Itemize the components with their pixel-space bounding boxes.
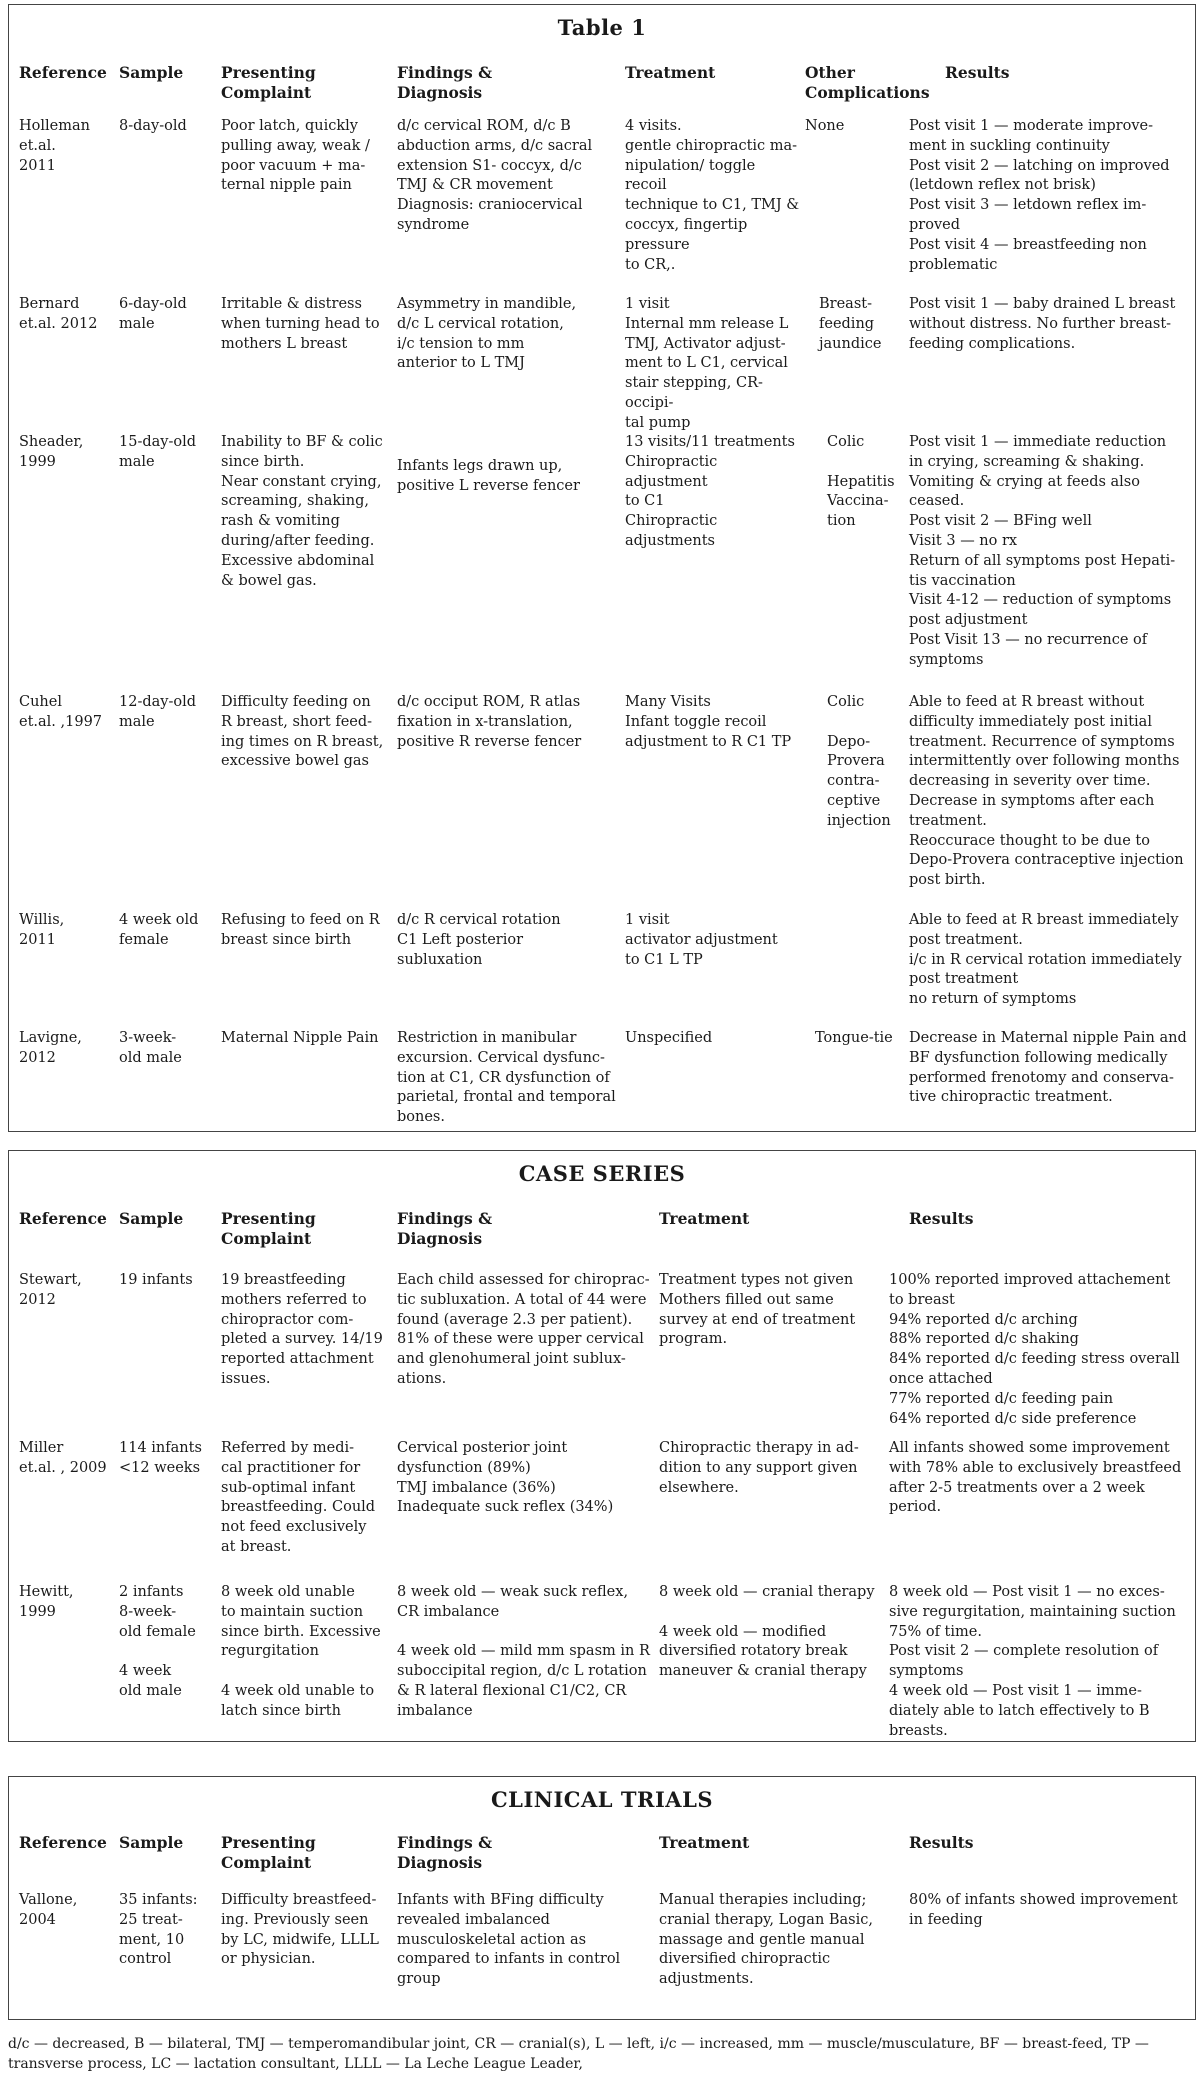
table-row-vallone-reference: Vallone, 2004 <box>19 1892 78 1928</box>
cs-header-reference: Reference <box>19 1209 107 1228</box>
table-1-box <box>8 4 1196 1132</box>
header-reference: Reference <box>19 63 107 82</box>
header-other-complications: Other Complications <box>805 63 930 102</box>
table-row-cuhel-results: Able to feed at R breast without difficulty immediately post initial treatment. Recurrence of symptoms intermittently over following months decreasing in severity over time. Decrease in symptoms after each treatment. Reoccurace thought to be due to Depo-Provera contraceptive injection post birth. <box>909 694 1184 889</box>
table-row-willis-sample: 4 week old female <box>119 912 199 948</box>
table-row-cuhel-sample: 12-day-old male <box>119 694 197 730</box>
table-row-hewitt-complaint: 8 week old unable to maintain suction since birth. Excessive regurgitation 4 week old unable to latch since birth <box>221 1584 381 1719</box>
table-row-cuhel-other: Colic Depo- Provera contra- ceptive injection <box>827 694 891 829</box>
ct-header-treatment: Treatment <box>659 1833 750 1852</box>
table-row-sheader-reference: Sheader, 1999 <box>19 434 84 470</box>
cs-header-presenting-complaint: Presenting Complaint <box>221 1209 316 1248</box>
table-row-vallone-findings: Infants with BFing difficulty revealed imbalanced musculoskeletal action as compared to infants in control group <box>397 1892 621 1988</box>
ct-header-reference: Reference <box>19 1833 107 1852</box>
table-row-holleman-results: Post visit 1 — moderate improve- ment in suckling continuity Post visit 2 — latching on improved (letdown reflex not brisk) Post visit 3 — letdown reflex im- proved Post visit 4 — breastfeeding non problematic <box>909 118 1170 273</box>
ct-header-sample: Sample <box>119 1833 184 1852</box>
table-row-willis-treatment: 1 visit activator adjustment to C1 L TP <box>625 912 778 968</box>
table-row-miller-sample: 114 infants <12 weeks <box>119 1440 202 1476</box>
table-row-stewart-findings: Each child assessed for chiroprac- tic subluxation. A total of 44 were found (average 2.3 per patient). 81% of these were upper cervical and glenohumeral joint sublux- ations. <box>397 1272 650 1387</box>
table-row-cuhel-complaint: Difficulty feeding on R breast, short feed- ing times on R breast, excessive bowel gas <box>221 694 384 770</box>
table-row-miller-reference: Miller et.al. , 2009 <box>19 1440 107 1476</box>
table-row-bernard-reference: Bernard et.al. 2012 <box>19 296 98 332</box>
table-row-holleman-treatment: 4 visits. gentle chiropractic ma- nipulation/ toggle recoil technique to C1, TMJ & coccyx, fingertip pressure to CR,. <box>625 118 800 273</box>
clinical-trials-box <box>8 1776 1196 2020</box>
table-row-willis-findings: d/c R cervical rotation C1 Left posterior subluxation <box>397 912 561 968</box>
table-row-lavigne-sample: 3-week- old male <box>119 1030 182 1066</box>
table-row-vallone-sample: 35 infants: 25 treat- ment, 10 control <box>119 1892 198 1968</box>
header-results: Results <box>945 63 1010 82</box>
cs-header-findings-diagnosis: Findings & Diagnosis <box>397 1209 493 1248</box>
table-row-holleman-complaint: Poor latch, quickly pulling away, weak / poor vacuum + ma- ternal nipple pain <box>221 118 370 194</box>
table-row-miller-treatment: Chiropractic therapy in ad- dition to any support given elsewhere. <box>659 1440 859 1496</box>
table-row-stewart-reference: Stewart, 2012 <box>19 1272 82 1308</box>
table-row-miller-complaint: Referred by medi- cal practitioner for sub-optimal infant breastfeeding. Could not feed exclusively at breast. <box>221 1440 376 1555</box>
table-row-lavigne-results: Decrease in Maternal nipple Pain and BF dysfunction following medically performed frenotomy and conserva- tive chiropractic treatment. <box>909 1030 1187 1106</box>
table-row-vallone-complaint: Difficulty breastfeed- ing. Previously seen by LC, midwife, LLLL or physician. <box>221 1892 379 1968</box>
table-row-willis-reference: Willis, 2011 <box>19 912 65 948</box>
table-row-holleman-findings: d/c cervical ROM, d/c B abduction arms, d/c sacral extension S1- coccyx, d/c TMJ & CR movement Diagnosis: craniocervical syndrome <box>397 118 593 233</box>
table-row-stewart-treatment: Treatment types not given Mothers filled out same survey at end of treatment program. <box>659 1272 856 1348</box>
table-row-bernard-sample: 6-day-old male <box>119 296 187 332</box>
table-row-cuhel-findings: d/c occiput ROM, R atlas fixation in x-translation, positive R reverse fencer <box>397 694 582 750</box>
table-row-hewitt-findings: 8 week old — weak suck reflex, CR imbalance 4 week old — mild mm spasm in R suboccipital region, d/c L rotation & R lateral flexional C1/C2, CR imbalance <box>397 1584 650 1719</box>
case-series-box <box>8 1150 1196 1742</box>
header-presenting-complaint: Presenting Complaint <box>221 63 316 102</box>
table-row-hewitt-treatment: 8 week old — cranial therapy 4 week old — modified diversified rotatory break maneuver & cranial therapy <box>659 1584 875 1680</box>
table-row-stewart-results: 100% reported improved attachement to breast 94% reported d/c arching 88% reported d/c shaking 84% reported d/c feeding stress overall once attached 77% reported d/c feeding pain 64% reported d/c side preference <box>889 1272 1180 1427</box>
clinical-trials-title: CLINICAL TRIALS <box>490 1787 714 1812</box>
table-row-bernard-other: Breast- feeding jaundice <box>819 296 882 352</box>
table-row-sheader-complaint: Inability to BF & colic since birth. Near constant crying, screaming, shaking, rash & vomiting during/after feeding. Excessive abdominal & bowel gas. <box>221 434 383 589</box>
table-row-cuhel-treatment: Many Visits Infant toggle recoil adjustment to R C1 TP <box>625 694 792 750</box>
table-row-stewart-complaint: 19 breastfeeding mothers referred to chiropractor com- pleted a survey. 14/19 reported attachment issues. <box>221 1272 383 1387</box>
table-row-sheader-other: Colic Hepatitis Vaccina- tion <box>827 434 895 530</box>
header-findings-diagnosis: Findings & Diagnosis <box>397 63 493 102</box>
table-row-holleman-other: None <box>805 118 845 134</box>
table-1-title: Table 1 <box>557 15 647 40</box>
cs-header-results: Results <box>909 1209 974 1228</box>
header-sample: Sample <box>119 63 184 82</box>
table-row-miller-findings: Cervical posterior joint dysfunction (89%) TMJ imbalance (36%) Inadequate suck reflex (34%) <box>397 1440 614 1516</box>
table-row-holleman-reference: Holleman et.al. 2011 <box>19 118 90 174</box>
table-row-bernard-findings: Asymmetry in mandible, d/c L cervical rotation, i/c tension to mm anterior to L TMJ <box>397 296 577 372</box>
table-row-hewitt-reference: Hewitt, 1999 <box>19 1584 74 1620</box>
table-row-lavigne-reference: Lavigne, 2012 <box>19 1030 82 1066</box>
table-row-bernard-results: Post visit 1 — baby drained L breast without distress. No further breast- feeding complications. <box>909 296 1176 352</box>
table-row-willis-complaint: Refusing to feed on R breast since birth <box>221 912 380 948</box>
table-row-cuhel-reference: Cuhel et.al. ,1997 <box>19 694 103 730</box>
case-series-title: CASE SERIES <box>518 1161 686 1186</box>
table-row-sheader-results: Post visit 1 — immediate reduction in crying, screaming & shaking. Vomiting & crying at feeds also ceased. Post visit 2 — BFing well Visit 3 — no rx Return of all symptoms post Hepati- tis vaccination Visit 4-12 — reduction of symptoms post adjustment Post Visit 13 — no recurrence of symptoms <box>909 434 1176 668</box>
ct-header-findings-diagnosis: Findings & Diagnosis <box>397 1833 493 1872</box>
table-row-sheader-treatment: 13 visits/11 treatments Chiropractic adjustment to C1 Chiropractic adjustments <box>625 434 795 549</box>
table-row-bernard-complaint: Irritable & distress when turning head to mothers L breast <box>221 296 380 352</box>
table-row-lavigne-findings: Restriction in manibular excursion. Cervical dysfunc- tion at C1, CR dysfunction of parietal, frontal and temporal bones. <box>397 1030 616 1126</box>
table-row-hewitt-results: 8 week old — Post visit 1 — no exces- sive regurgitation, maintaining suction 75% of time. Post visit 2 — complete resolution of symptoms 4 week old — Post visit 1 — imme- diately able to latch effectively to B breasts. <box>889 1584 1176 1739</box>
table-row-sheader-sample: 15-day-old male <box>119 434 197 470</box>
cs-header-sample: Sample <box>119 1209 184 1228</box>
table-row-miller-results: All infants showed some improvement with 78% able to exclusively breastfeed after 2-5 treatments over a 2 week period. <box>889 1440 1182 1516</box>
ct-header-presenting-complaint: Presenting Complaint <box>221 1833 316 1872</box>
table-row-lavigne-other: Tongue-tie <box>815 1030 893 1046</box>
table-row-bernard-treatment: 1 visit Internal mm release L TMJ, Activator adjust- ment to L C1, cervical stair stepping, CR- occipi- tal pump <box>625 296 789 431</box>
table-row-hewitt-sample: 2 infants 8-week- old female 4 week old male <box>119 1584 196 1699</box>
table-row-lavigne-treatment: Unspecified <box>625 1030 713 1046</box>
table-row-lavigne-complaint: Maternal Nipple Pain <box>221 1030 379 1046</box>
ct-header-results: Results <box>909 1833 974 1852</box>
table-row-vallone-treatment: Manual therapies including; cranial therapy, Logan Basic, massage and gentle manual diversified chiropractic adjustments. <box>659 1892 873 1988</box>
cs-header-treatment: Treatment <box>659 1209 750 1228</box>
table-row-vallone-results: 80% of infants showed improvement in feeding <box>909 1892 1178 1928</box>
table-row-holleman-sample: 8-day-old <box>119 118 187 134</box>
abbreviations-footnote: d/c — decreased, B — bilateral, TMJ — temperomandibular joint, CR — cranial(s), L — left, i/c — increased, mm — muscle/musculature, BF — breast-feed, TP — transverse process, LC — lactation consultant, LLLL — La Leche League Leader, <box>8 2036 1149 2072</box>
table-row-stewart-sample: 19 infants <box>119 1272 193 1288</box>
table-row-willis-results: Able to feed at R breast immediately post treatment. i/c in R cervical rotation immediately post treatment no return of symptoms <box>909 912 1182 1008</box>
header-treatment: Treatment <box>625 63 716 82</box>
table-row-sheader-findings: Infants legs drawn up, positive L reverse fencer <box>397 458 580 494</box>
